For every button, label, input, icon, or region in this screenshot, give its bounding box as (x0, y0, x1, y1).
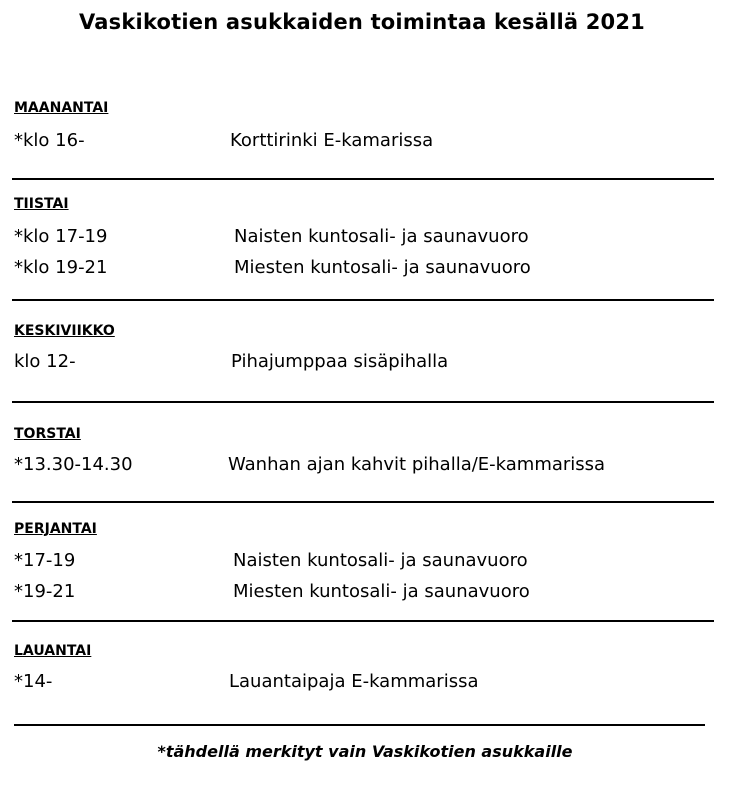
activity-label: Pihajumppaa sisäpihalla (231, 351, 449, 372)
schedule-row (14, 581, 530, 612)
section-divider (12, 299, 714, 301)
day-heading: PERJANTAI (14, 521, 97, 537)
day-heading: TORSTAI (14, 426, 81, 442)
activity-label: Naisten kuntosali- ja saunavuoro (233, 550, 528, 571)
activity-label: Naisten kuntosali- ja saunavuoro (234, 226, 529, 247)
day-heading: TIISTAI (14, 196, 69, 212)
activity-label: Korttirinki E-kamarissa (230, 130, 434, 151)
section-divider (12, 178, 714, 180)
time-label: *klo 16- (14, 130, 85, 151)
time-label: *14- (14, 671, 53, 692)
page-title: Vaskikotien asukkaiden toimintaa kesällä 2021 (79, 10, 645, 34)
activity-label: Miesten kuntosali- ja saunavuoro (233, 581, 530, 602)
schedule-row (14, 454, 606, 485)
footer-note: *tähdellä merkityt vain Vaskikotien asukkaille (157, 742, 573, 761)
section-lauantai (14, 641, 479, 702)
activity-label: Wanhan ajan kahvit pihalla/E-kammarissa (228, 454, 606, 475)
activity-label: Lauantaipaja E-kammarissa (229, 671, 479, 692)
schedule-row (14, 671, 479, 702)
time-label: klo 12- (14, 351, 76, 372)
time-label: *klo 17-19 (14, 226, 108, 247)
section-maanantai (14, 98, 434, 161)
time-label: *19-21 (14, 581, 76, 602)
activity-label: Miesten kuntosali- ja saunavuoro (234, 257, 531, 278)
time-label: *13.30-14.30 (14, 454, 133, 475)
schedule-row (14, 550, 528, 581)
section-divider (12, 501, 714, 503)
schedule-row (14, 351, 449, 382)
schedule-row (14, 257, 531, 288)
time-label: *17-19 (14, 550, 76, 571)
section-divider (12, 401, 714, 403)
section-divider (14, 724, 705, 726)
section-torstai (14, 424, 606, 485)
day-heading: MAANANTAI (14, 100, 109, 116)
day-heading: LAUANTAI (14, 643, 92, 659)
time-label: *klo 19-21 (14, 257, 108, 278)
schedule-row (14, 130, 434, 161)
schedule-row (14, 226, 529, 257)
section-perjantai (14, 519, 530, 612)
day-heading: KESKIVIIKKO (14, 323, 115, 339)
section-tiistai (14, 194, 531, 288)
section-keskiviikko (14, 321, 449, 382)
section-divider (12, 620, 714, 622)
